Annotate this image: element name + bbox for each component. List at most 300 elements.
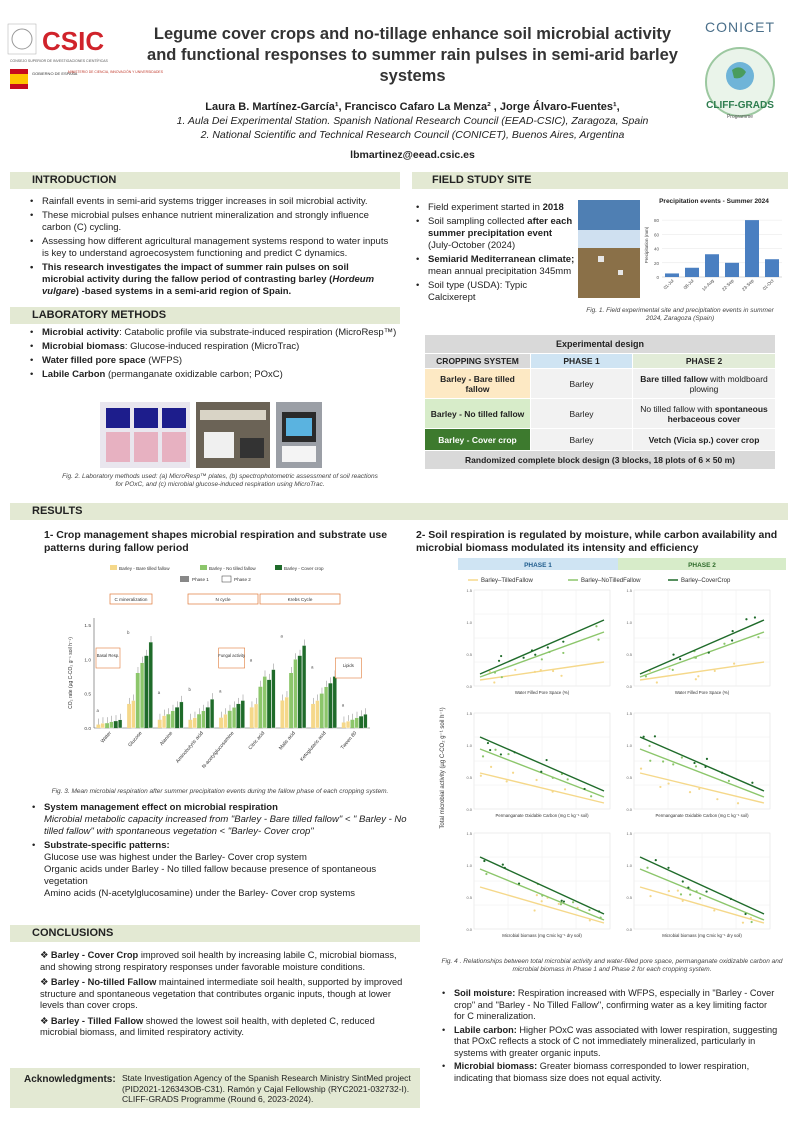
y-tick-label: 0.0 bbox=[466, 927, 472, 932]
resp-bar bbox=[311, 704, 315, 728]
scatter-point bbox=[560, 903, 562, 905]
resp-bar bbox=[127, 704, 131, 728]
y-tick-label: 0.0 bbox=[626, 807, 632, 812]
results-sub1: 1- Crop management shapes microbial respiration and substrate use patterns during fallow period bbox=[44, 529, 388, 554]
sig-letter: a bbox=[96, 707, 99, 713]
scatter-point bbox=[493, 681, 495, 683]
scatter-point bbox=[562, 641, 564, 643]
resp-bar bbox=[302, 646, 306, 729]
resp-bar bbox=[364, 714, 368, 728]
scatter-point bbox=[552, 791, 554, 793]
x-tick-label: Citric acid bbox=[247, 730, 267, 752]
scatter-point bbox=[502, 864, 504, 866]
scatter-point bbox=[695, 678, 697, 680]
scatter-point bbox=[552, 777, 554, 779]
scatter-point bbox=[672, 763, 674, 765]
resp-bar bbox=[355, 718, 359, 728]
resp-bar bbox=[193, 718, 197, 728]
field-site-photo bbox=[578, 200, 640, 298]
resp-bar bbox=[320, 694, 324, 728]
group-label: C mineralization bbox=[114, 597, 148, 602]
scatter-point bbox=[723, 643, 725, 645]
resp-bar bbox=[289, 673, 293, 728]
contact-email[interactable]: lbmartinez@eead.csic.es bbox=[350, 149, 475, 161]
y-tick-label: 1.0 bbox=[626, 863, 632, 868]
legend-label: Phase 1 bbox=[192, 577, 209, 582]
scatter-point bbox=[534, 654, 536, 656]
scatter-point bbox=[695, 765, 697, 767]
x-tick-label: Ketoglutaric acid bbox=[299, 730, 328, 763]
precipitation-chart bbox=[640, 198, 788, 302]
y-tick-label: 0.5 bbox=[466, 652, 472, 657]
annotation-label: Fungal activity bbox=[218, 653, 246, 658]
row-bare-p2: Bare tilled fallow with moldboard plowing bbox=[633, 369, 776, 399]
y-tick-label: 1.0 bbox=[626, 743, 632, 748]
scatter-point bbox=[560, 675, 562, 677]
resp-bar bbox=[180, 702, 184, 728]
resp-bar bbox=[175, 707, 179, 728]
row-cover-p2: Vetch (Vicia sp.) cover crop bbox=[633, 429, 776, 451]
sig-letter: a bbox=[341, 702, 345, 708]
legend-swatch bbox=[222, 576, 231, 582]
scatter-point bbox=[689, 888, 691, 890]
x-axis-label: Permanganate Oxidable Carbon (mg C kg⁻¹ soil) bbox=[495, 813, 589, 818]
scatter-point bbox=[506, 780, 508, 782]
conclusions-body bbox=[40, 950, 410, 1039]
field-bullet: • Soil type (USDA): Typic Calcixerept bbox=[414, 280, 576, 304]
header-phase2: PHASE 2 bbox=[633, 354, 776, 369]
resp-bar bbox=[285, 697, 289, 728]
respiration-bar-chart bbox=[60, 562, 380, 784]
resp-bar bbox=[359, 716, 363, 728]
y-tick-label: 60 bbox=[653, 232, 659, 238]
author-names: Laura B. Martínez-García¹, Francisco Cafaro La Menza² , Jorge Álvaro-Fuentes¹, bbox=[205, 101, 620, 113]
y-axis-label: Precipitation (mm) bbox=[644, 226, 649, 264]
group-label: N cycle bbox=[215, 597, 231, 602]
x-tick-label: 01-Oct bbox=[761, 278, 775, 292]
resp-bar bbox=[315, 701, 319, 729]
scatter-point bbox=[501, 676, 503, 678]
scatter-point bbox=[751, 921, 753, 923]
x-tick-label: N-acetylglucosamine bbox=[201, 730, 236, 770]
resp-bar bbox=[210, 699, 214, 728]
scatter-point bbox=[733, 662, 735, 664]
finding-moisture: • Soil moisture: Respiration increased with WFPS, especially in "Barley - Cover crop" and "Barley - No Tilled Fallow", confirming water as a key limiting factor for C mineralization. bbox=[440, 988, 780, 1023]
resp-bar bbox=[241, 701, 245, 729]
resp-bar bbox=[272, 670, 276, 728]
scatter-point bbox=[750, 917, 752, 919]
row-cover-system: Barley - Cover crop bbox=[425, 429, 531, 451]
legend-swatch bbox=[200, 565, 207, 570]
scatter-point bbox=[640, 768, 642, 770]
resp-bar bbox=[131, 701, 135, 729]
scatter-point bbox=[646, 867, 648, 869]
row-bare-p1: Barley bbox=[531, 369, 633, 399]
resp-bar bbox=[293, 659, 297, 728]
scatter-point bbox=[485, 873, 487, 875]
intro-bullet: • Assessing how different agricultural management systems respond to water inputs is key to understand agroecosystem functioning and predict C dynamics. bbox=[28, 236, 390, 260]
svg-text:MINISTERIO DE CIENCIA, INNOVAC: MINISTERIO DE CIENCIA, INNOVACIÓN Y UNIVERSIDADES bbox=[68, 70, 163, 74]
method-item: • Water filled pore space (WFPS) bbox=[28, 355, 398, 367]
precip-bar bbox=[685, 268, 699, 277]
annotation-box bbox=[219, 648, 245, 668]
scatter-point bbox=[564, 788, 566, 790]
y-tick-label: 0.5 bbox=[466, 775, 472, 780]
field-bullet: • Soil sampling collected after each summer precipitation event (July-October (2024) bbox=[414, 216, 576, 252]
annotation-box bbox=[335, 658, 361, 678]
resp-bar bbox=[118, 720, 122, 728]
y-tick-label: 0.0 bbox=[466, 684, 472, 689]
legend-label: Barley–TilledFallow bbox=[481, 578, 533, 584]
resp-bar bbox=[101, 723, 105, 728]
precip-chart-title: Precipitation events - Summer 2024 bbox=[659, 198, 769, 205]
scatter-point bbox=[523, 657, 525, 659]
group-label: Krebs Cycle bbox=[287, 597, 313, 602]
scatter-point bbox=[563, 900, 565, 902]
resp-bar bbox=[263, 676, 267, 728]
scatter-point bbox=[706, 758, 708, 760]
results2-body bbox=[440, 988, 780, 1086]
csic-logo bbox=[8, 22, 163, 96]
y-tick-label: 80 bbox=[653, 218, 659, 224]
y-tick-label: 1.0 bbox=[466, 863, 472, 868]
resp-bar bbox=[298, 656, 302, 728]
resp-bar bbox=[105, 723, 109, 728]
svg-text:CONICET: CONICET bbox=[705, 19, 775, 35]
scatter-point bbox=[482, 755, 484, 757]
scatter-point bbox=[500, 655, 502, 657]
design-footer: Randomized complete block design (3 blocks, 18 plots of 6 × 50 m) bbox=[425, 451, 776, 470]
intro-bullet-bold: • This research investigates the impact of summer rain pulses on soil microbial activity during the fallow period of contrasting barley (Hordeum vulgare) -based systems in a semi-arid region of Spain. bbox=[28, 262, 390, 298]
conclusions-heading: CONCLUSIONS bbox=[10, 925, 420, 942]
y-tick-label: 1.0 bbox=[466, 620, 472, 625]
conclusion-item: ❖ Barley - No-tilled Fallow maintained intermediate soil health, supported by improved structure and spontaneous vegetation that contributes organic inputs, though at lower levels than cover crops. bbox=[40, 977, 403, 1010]
conicet-logo bbox=[692, 14, 788, 148]
scatter-point bbox=[742, 922, 744, 924]
y-tick-label: 1.5 bbox=[626, 711, 632, 716]
scatter-point bbox=[737, 802, 739, 804]
scatter-point bbox=[655, 859, 657, 861]
resp-bar bbox=[206, 707, 210, 728]
phase1-header: PHASE 1 bbox=[524, 562, 552, 569]
field-body bbox=[414, 202, 576, 306]
scatter-point bbox=[512, 772, 514, 774]
y-tick-label: 1.5 bbox=[626, 588, 632, 593]
fig3-caption: Fig. 3. Mean microbial respiration after summer precipitation events during the fallow phase of each cropping system. bbox=[51, 788, 389, 795]
resp-bar bbox=[350, 720, 354, 728]
scatter-point bbox=[679, 658, 681, 660]
conclusion-item: ❖ Barley - Tilled Fallow showed the lowest soil health, with depleted C, reduced microbial biomass, and limited respiratory activity. bbox=[40, 1015, 375, 1037]
scatter-point bbox=[705, 890, 707, 892]
legend-label: Barley - Cover crop bbox=[284, 566, 324, 571]
y-tick-label: 0.0 bbox=[626, 684, 632, 689]
scatter-point bbox=[672, 669, 674, 671]
scatter-point bbox=[504, 867, 506, 869]
row-cover-p1: Barley bbox=[531, 429, 633, 451]
resp-bar bbox=[158, 720, 162, 728]
scatter-point bbox=[654, 735, 656, 737]
scatter-point bbox=[713, 909, 715, 911]
x-tick-label: 23-Sep bbox=[740, 278, 755, 292]
scatter-point bbox=[754, 616, 756, 618]
method-item: • Microbial activity: Catabolic profile via substrate-induced respiration (MicroResp™) bbox=[28, 327, 398, 339]
x-tick-label: Alanine bbox=[158, 730, 175, 748]
legend-label: Barley–CoverCrop bbox=[681, 578, 731, 584]
x-tick-label: 14-Aug bbox=[700, 278, 715, 292]
scatter-point bbox=[483, 860, 485, 862]
resp-bar bbox=[188, 720, 192, 728]
y-tick-label: 1.5 bbox=[466, 588, 472, 593]
y-tick-label: 1.5 bbox=[466, 711, 472, 716]
scatter-point bbox=[595, 625, 597, 627]
method-item: • Labile Carbon (permanganate oxidizable carbon; POxC) bbox=[28, 369, 398, 381]
field-heading: FIELD STUDY SITE bbox=[412, 172, 788, 189]
scatter-point bbox=[656, 681, 658, 683]
scatter-point bbox=[558, 903, 560, 905]
scatter-point bbox=[672, 654, 674, 656]
scatter-point bbox=[588, 909, 590, 911]
introduction-body bbox=[28, 196, 390, 300]
y-tick-label: 1.0 bbox=[84, 658, 91, 664]
scatter-point bbox=[693, 762, 695, 764]
y-tick-label: 20 bbox=[653, 260, 659, 266]
resp-bar bbox=[149, 642, 153, 728]
field-bullet: • Field experiment started in 2018 bbox=[414, 202, 576, 214]
scatter-point bbox=[732, 630, 734, 632]
scatter-point bbox=[494, 671, 496, 673]
affiliation-1: 1. Aula Dei Experimental Station. Spanish National Research Council (EEAD-CSIC), Zaragoza, Spain bbox=[176, 115, 649, 127]
y-tick-label: 0.0 bbox=[466, 807, 472, 812]
scatter-point bbox=[583, 788, 585, 790]
y-tick-label: 1.0 bbox=[626, 620, 632, 625]
x-tick-label: Glucose bbox=[127, 730, 144, 749]
scatter-point bbox=[728, 780, 730, 782]
method-item: • Microbial biomass: Glucose-induced respiration (MicroTrac) bbox=[28, 341, 398, 353]
scatter-point bbox=[514, 669, 516, 671]
scatter-point bbox=[704, 766, 706, 768]
results-heading: RESULTS bbox=[10, 503, 788, 520]
design-table bbox=[424, 334, 776, 470]
scatter-point bbox=[540, 771, 542, 773]
svg-text:CLIFF-GRADS: CLIFF-GRADS bbox=[706, 100, 774, 111]
resp-bar bbox=[250, 707, 254, 728]
resp-bar bbox=[96, 725, 100, 728]
scatter-point bbox=[490, 766, 492, 768]
resp-bar bbox=[136, 673, 140, 728]
scatter-point bbox=[687, 887, 689, 889]
legend-label: Barley - No tilled fallow bbox=[209, 566, 256, 571]
legend-label: Barley–NoTilledFallow bbox=[581, 578, 641, 584]
sig-letter: a bbox=[249, 657, 253, 663]
scatter-point bbox=[589, 919, 591, 921]
scatter-point bbox=[536, 894, 538, 896]
y-tick-label: 0.5 bbox=[626, 652, 632, 657]
scatter-point bbox=[567, 778, 569, 780]
svg-text:Programme: Programme bbox=[726, 114, 754, 120]
scatter-point bbox=[698, 788, 700, 790]
y-tick-label: 0.5 bbox=[626, 775, 632, 780]
resp-bar bbox=[201, 711, 205, 728]
resp-bar bbox=[346, 721, 350, 728]
scatter-point bbox=[489, 749, 491, 751]
scatter-point bbox=[598, 910, 600, 912]
field-bullet: • Semiarid Mediterranean climate; mean annual precipitation 345mm bbox=[414, 254, 576, 278]
scatter-point bbox=[597, 638, 599, 640]
resp-bar bbox=[280, 701, 284, 729]
resp-bar bbox=[109, 722, 113, 728]
y-tick-label: 0.5 bbox=[626, 895, 632, 900]
scatter-point bbox=[745, 618, 747, 620]
finding-biomass: • Microbial biomass: Greater biomass corresponded to lower respiration, indicating that biomass size does not equal activity. bbox=[440, 1061, 780, 1084]
resp-bar bbox=[223, 714, 227, 728]
y-tick-label: 1.5 bbox=[626, 831, 632, 836]
svg-text:GOBIERNO DE ESPAÑA: GOBIERNO DE ESPAÑA bbox=[32, 71, 78, 76]
precip-bar bbox=[765, 259, 779, 277]
intro-bullet: • Rainfall events in semi-arid systems trigger increases in soil microbial activity. bbox=[28, 196, 390, 208]
scatter-point bbox=[731, 639, 733, 641]
legend-swatch bbox=[110, 565, 117, 570]
resp-bar bbox=[228, 711, 232, 728]
experimental-design bbox=[424, 334, 776, 470]
x-axis-label: Microbial biomass (mg Cmic kg⁻¹ dry soil) bbox=[502, 933, 582, 938]
scatter-point bbox=[643, 736, 645, 738]
scatter-point bbox=[757, 636, 759, 638]
scatter-point bbox=[708, 652, 710, 654]
resp-bar bbox=[144, 656, 148, 728]
scatter-point bbox=[548, 651, 550, 653]
row-notill-p1: Barley bbox=[531, 399, 633, 429]
resp-bar bbox=[140, 663, 144, 728]
scatter-point bbox=[547, 646, 549, 648]
results-sub2: 2- Soil respiration is regulated by moisture, while carbon availability and microbial biomass modulated its intensity and efficiency bbox=[416, 529, 778, 554]
resp-bar bbox=[114, 721, 118, 728]
row-notill-system: Barley - No tilled fallow bbox=[425, 399, 531, 429]
scatter-point bbox=[662, 760, 664, 762]
resp-bar bbox=[236, 704, 240, 728]
resp-bar bbox=[333, 676, 337, 728]
authors-block bbox=[140, 100, 685, 162]
x-tick-label: Tween 80 bbox=[339, 730, 359, 751]
scatter-point bbox=[645, 675, 647, 677]
resp-bar bbox=[342, 723, 346, 729]
annotation-box bbox=[96, 648, 120, 668]
x-tick-label: 22-Sep bbox=[720, 278, 735, 292]
resp-bar bbox=[254, 704, 258, 728]
scatter-point bbox=[533, 909, 535, 911]
scatter-point bbox=[494, 749, 496, 751]
sig-letter: a bbox=[157, 689, 161, 695]
y-axis-label: Total microbial activity (µg C-CO₂ g⁻¹ soil h⁻¹) bbox=[440, 707, 446, 829]
precip-bar bbox=[725, 263, 739, 277]
scatter-point bbox=[546, 759, 548, 761]
sig-letter: b bbox=[188, 687, 191, 693]
scatter-point bbox=[600, 917, 602, 919]
scatter-point bbox=[649, 895, 651, 897]
scatter-point bbox=[682, 900, 684, 902]
scatter-point bbox=[518, 882, 520, 884]
intro-bullet: • These microbial pulses enhance nutrient mineralization and strongly influence carbon (C) cycling. bbox=[28, 210, 390, 234]
y-tick-label: 0.5 bbox=[84, 692, 91, 698]
scatter-point bbox=[562, 652, 564, 654]
scatter-panel bbox=[438, 558, 790, 954]
sig-letter: b bbox=[127, 630, 130, 636]
scatter-point bbox=[534, 671, 536, 673]
header-cropping-system: CROPPING SYSTEM bbox=[425, 354, 531, 369]
scatter-point bbox=[689, 791, 691, 793]
finding-carbon: • Labile carbon: Higher POxC was associated with lower respiration, suggesting that POxC reflects a stock of C not immediately mineralized, particularly in systems with greater organic inputs. bbox=[440, 1025, 780, 1060]
x-tick-label: 08-Jul bbox=[682, 278, 695, 291]
y-axis-label: CO₂ rate (µg C-CO₂ g⁻¹ soil h⁻¹) bbox=[68, 637, 74, 709]
scatter-point bbox=[716, 798, 718, 800]
poster-title: Legume cover crops and no-tillage enhance soil microbial activity and functional responses to summer rain pulses in semi-arid barley systems bbox=[147, 25, 678, 85]
scatter-point bbox=[751, 782, 753, 784]
row-bare-system: Barley - Bare tilled fallow bbox=[425, 369, 531, 399]
scatter-point bbox=[744, 913, 746, 915]
scatter-point bbox=[682, 880, 684, 882]
scatter-point bbox=[561, 900, 563, 902]
scatter-point bbox=[531, 649, 533, 651]
x-axis-label: Permanganate Oxidable Carbon (mg C kg⁻¹ soil) bbox=[655, 813, 749, 818]
phase2-header: PHASE 2 bbox=[688, 562, 716, 569]
precip-bar bbox=[745, 220, 759, 277]
y-tick-label: 1.5 bbox=[84, 623, 91, 629]
legend-label: Phase 2 bbox=[234, 577, 251, 582]
methods-body bbox=[28, 327, 398, 383]
scatter-point bbox=[681, 756, 683, 758]
precip-bar bbox=[665, 273, 679, 277]
y-tick-label: 0.5 bbox=[466, 895, 472, 900]
results1-body bbox=[30, 802, 410, 902]
x-tick-label: 01-Jul bbox=[662, 278, 675, 291]
x-axis-label: Water Filled Pore Space (%) bbox=[514, 690, 570, 695]
introduction-heading: INTRODUCTION bbox=[10, 172, 400, 189]
scatter-point bbox=[540, 669, 542, 671]
legend-label: Barley - Bare tilled fallow bbox=[119, 566, 170, 571]
scatter-point bbox=[648, 745, 650, 747]
scatter-point bbox=[514, 751, 516, 753]
scatter-point bbox=[667, 867, 669, 869]
scatter-point bbox=[730, 898, 732, 900]
conclusion-item: ❖ Barley - Cover Crop improved soil health by increasing labile C, microbial biomass, and showing strong respiratory responses under favorable moisture conditions. bbox=[40, 950, 397, 972]
scatter-point bbox=[668, 890, 670, 892]
resp-bar bbox=[166, 714, 170, 728]
resp-bar bbox=[197, 714, 201, 728]
resp-bar bbox=[324, 687, 328, 728]
y-tick-label: 40 bbox=[653, 246, 659, 252]
system-effect: • System management effect on microbial respiration Microbial metabolic capacity increased from "Barley - Bare tilled fallow" < " Barley - No tilled fallow" with spontaneous vegetation < "Barley- Cover crop" bbox=[30, 802, 410, 838]
scatter-point bbox=[697, 675, 699, 677]
resp-bar bbox=[258, 687, 262, 728]
y-tick-label: 0.0 bbox=[626, 927, 632, 932]
scatter-point bbox=[668, 668, 670, 670]
legend-swatch bbox=[180, 576, 189, 582]
scatter-point bbox=[659, 786, 661, 788]
scatter-point bbox=[689, 894, 691, 896]
precip-bar bbox=[705, 254, 719, 277]
x-tick-label: Aminobutyric acid bbox=[174, 730, 205, 765]
scatter-point bbox=[552, 670, 554, 672]
row-notill-p2: No tilled fallow with spontaneous herbaceous cover bbox=[633, 399, 776, 429]
y-tick-label: 0 bbox=[656, 275, 659, 280]
x-axis-label: Water Filled Pore Space (%) bbox=[674, 690, 730, 695]
methods-heading: LABORATORY METHODS bbox=[10, 307, 400, 324]
scatter-point bbox=[500, 753, 502, 755]
resp-bar bbox=[328, 683, 332, 728]
lab-photos bbox=[100, 402, 322, 468]
scatter-point bbox=[498, 660, 500, 662]
scatter-point bbox=[541, 900, 543, 902]
scatter-point bbox=[649, 760, 651, 762]
